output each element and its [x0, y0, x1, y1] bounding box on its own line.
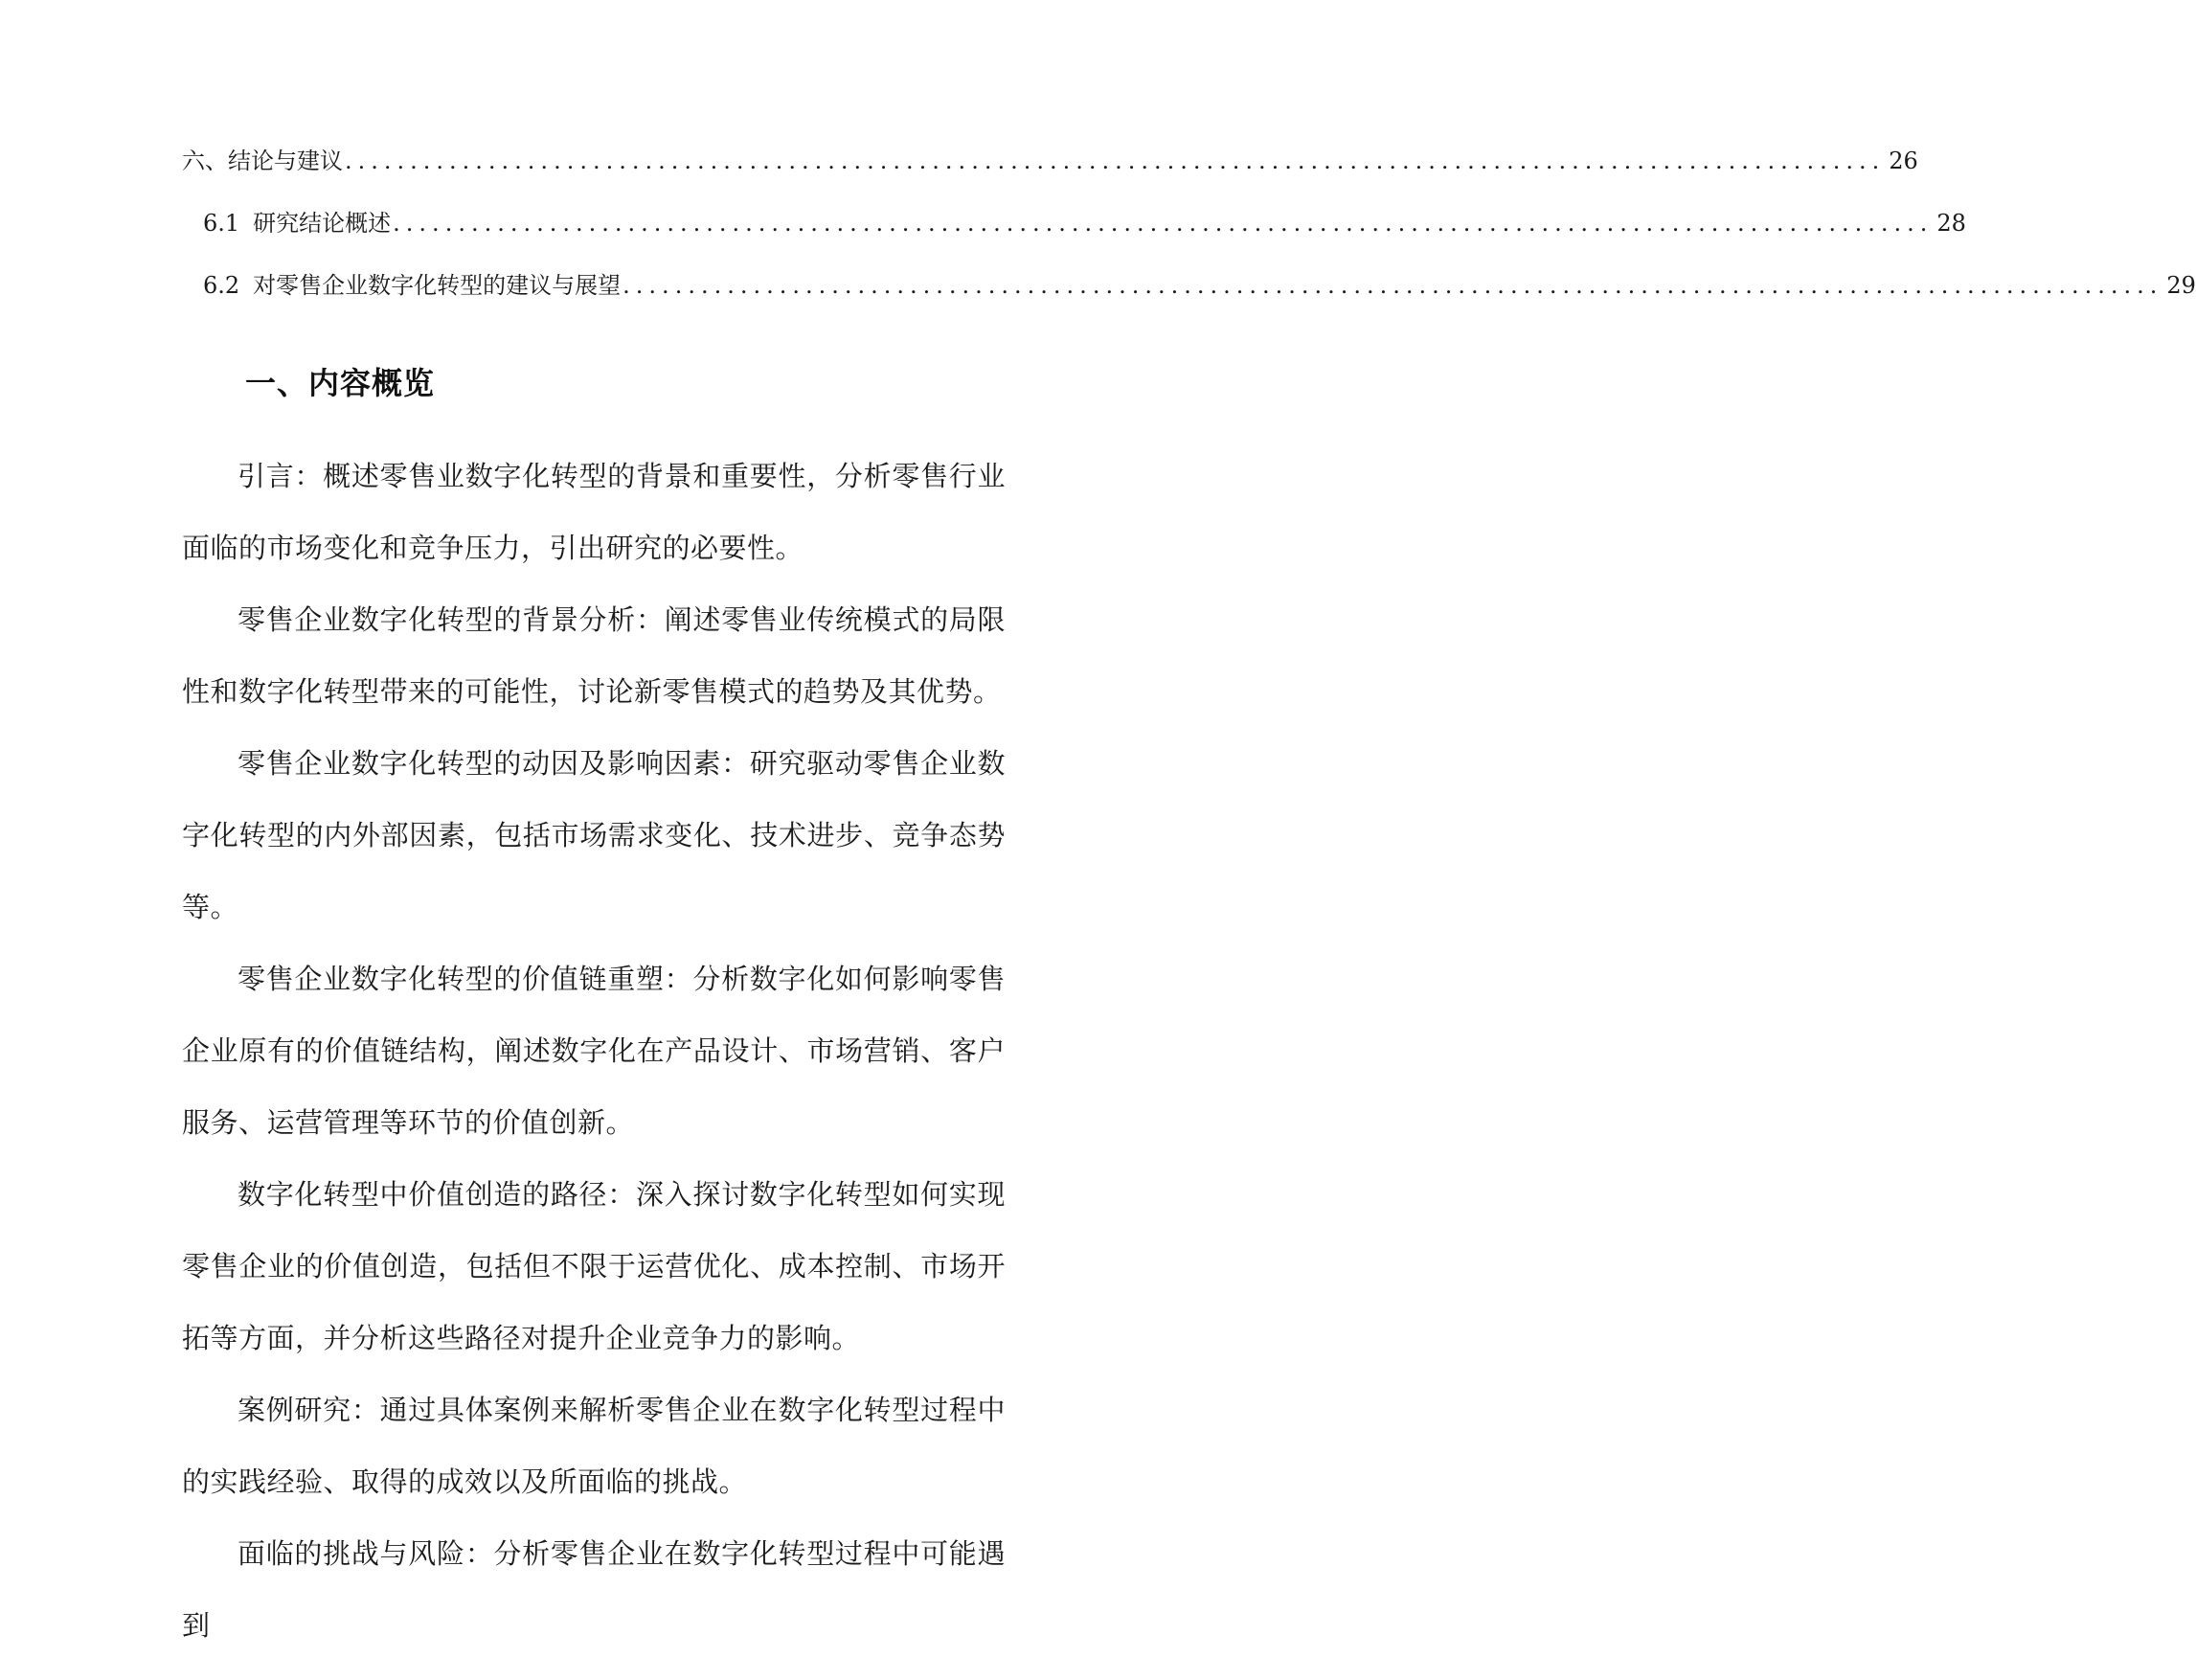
paragraph-background: 零售企业数字化转型的背景分析：阐述零售业传统模式的局限性和数字化转型带来的可能性，讨论新零售模式的趋势及其优势。	[182, 603, 1006, 708]
paragraph-value-chain: 零售企业数字化转型的价值链重塑：分析数字化如何影响零售企业原有的价值链结构，阐述数字化在产品设计、市场营销、客户服务、运营管理等环节的价值创新。	[182, 963, 1006, 1139]
paragraph-value-creation: 数字化转型中价值创造的路径：深入探讨数字化转型如何实现零售企业的价值创造，包括但不限于运营优化、成本控制、市场开拓等方面，并分析这些路径对提升企业竞争力的影响。	[182, 1178, 1006, 1354]
paragraph-case-study: 案例研究：通过具体案例来解析零售企业在数字化转型过程中的实践经验、取得的成效以及所面临的挑战。	[182, 1394, 1006, 1498]
toc-entry-title: 六、结论与建议	[182, 148, 343, 174]
paragraph-challenges: 面临的挑战与风险：分析零售企业在数字化转型过程中可能遇到	[182, 1537, 1006, 1642]
toc-leader-dots: ......................................................................................................................	[393, 210, 1934, 237]
toc-leader-dots: ......................................................................................................................	[623, 272, 2163, 299]
toc-entry-6[interactable]	[182, 144, 1918, 206]
toc-page-number: 26	[1889, 148, 1918, 174]
toc-page-number: 29	[2166, 272, 2196, 299]
table-of-contents	[182, 144, 2196, 330]
toc-entry-title: 对零售企业数字化转型的建议与展望	[253, 272, 622, 299]
toc-entry-number: 6.1	[203, 210, 240, 237]
section-heading: 一、内容概览	[245, 365, 436, 401]
toc-page-number: 28	[1936, 210, 1966, 237]
toc-entry-6-1[interactable]	[182, 206, 1966, 268]
body-text	[182, 441, 1006, 1662]
paragraph-drivers: 零售企业数字化转型的动因及影响因素：研究驱动零售企业数字化转型的内外部因素，包括市场需求变化、技术进步、竞争态势等。	[182, 747, 1006, 923]
paragraph-introduction: 引言：概述零售业数字化转型的背景和重要性，分析零售行业面临的市场变化和竞争压力，引出研究的必要性。	[182, 460, 1006, 564]
toc-entry-label	[203, 268, 621, 303]
toc-entry-6-2[interactable]	[182, 268, 2196, 330]
toc-entry-title: 研究结论概述	[253, 210, 392, 237]
toc-entry-label	[203, 206, 391, 240]
toc-entry-number: 6.2	[203, 272, 240, 299]
toc-leader-dots: ......................................................................................................................	[345, 148, 1886, 174]
